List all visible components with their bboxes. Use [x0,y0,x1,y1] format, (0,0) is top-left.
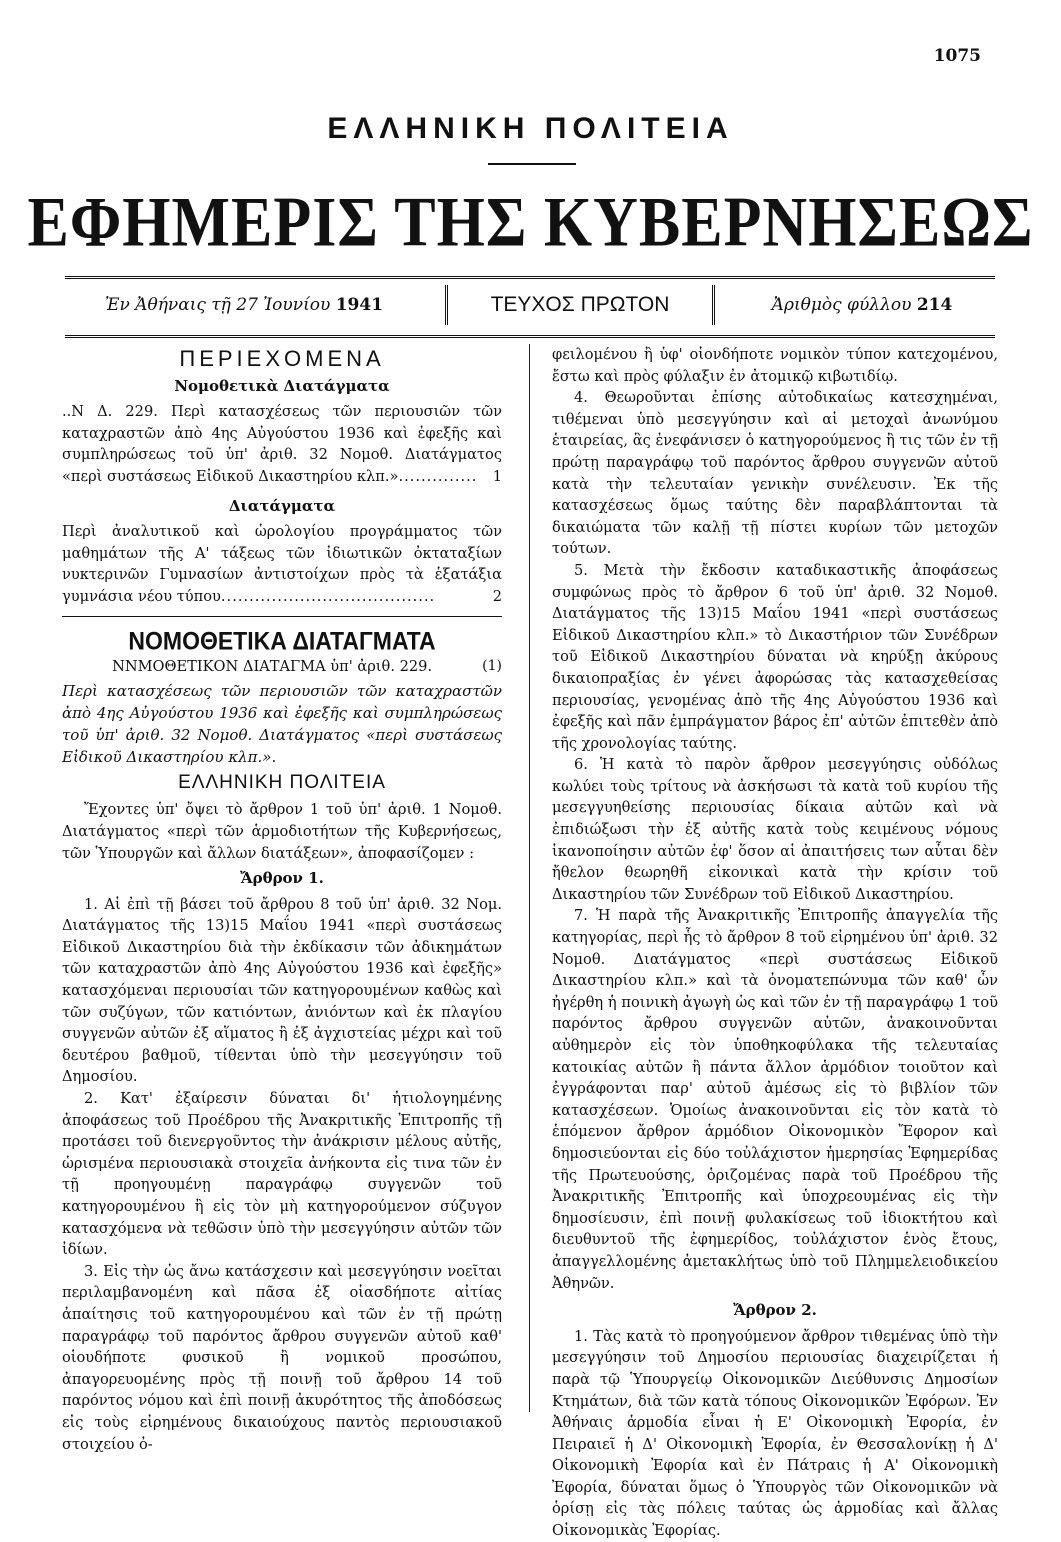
contents-title: ΠΕΡΙΕΧΟΜΕΝΑ [179,346,385,371]
article-heading: Ἄρθρον 1. [240,869,324,888]
decree-number-line [62,656,502,678]
contents-section-decrees: Διατάγματα [228,496,336,515]
decree-subject: Περὶ κατασχέσεως τῶν περιουσιῶν τῶν καταχραστῶν ἀπὸ 4ης Αὐγούστου 1936 καὶ ἐφεξῆς καὶ συμπληρώσεως τοῦ ὑπ' ἀριθ. 32 Νομοθ. Διατάγματος «περὶ συστάσεως Εἰδικοῦ Δικαστηρίου κλπ.». [62,681,502,766]
masthead-title: ΕΦΗΜΕΡΙΣ ΤΗΣ ΚΥΒΕΡΝΗΣΕΩΣ [27,183,1034,262]
section-title: ΝΟΜΟΘΕΤΙΚΑ ΔΙΑΤΑΓΜΑΤΑ [128,626,436,655]
dateline-sheet-label: Ἀριθμὸς φύλλου [771,295,912,315]
contents-entry-text: Περὶ ἀναλυτικοῦ καὶ ὡρολογίου προγράμματος τῶν μαθημάτων τῆς Α' τάξεως τῶν ἰδιωτικῶν ὀκταταξίων νυκτερινῶν Γυμνασίων ἀντιστοίχων πρὸς τὰ ἑξατάξια γυμνάσια νέου τύπου [62,523,502,605]
contents-section-legislative: Νομοθετικὰ Διατάγματα [174,376,390,395]
contents-entry [62,401,502,487]
footnote-mark: (1) [482,658,502,675]
dateline-sheet [729,295,995,315]
contents-entry [62,521,502,607]
dateline-date [65,295,423,315]
dateline-date-text: Ἐν Ἀθήναις τῇ 27 Ἰουνίου [104,295,331,315]
article-paragraph: φειλομένου ἢ ὑφ' οἱονδήποτε νομικὸν τύπον κατεχομένου, ἔστω καὶ πρὸς φύλαξιν ἐν ἀτομικῷ κιβωτιδίῳ. [552,346,998,385]
article-paragraph: 5. Μετὰ τὴν ἔκδοσιν καταδικαστικῆς ἀποφάσεως συμφώνως πρὸς τὸ ἄρθρον 6 τοῦ ὑπ' ἀριθ. 32 Νομοθ. Διατάγματος τῆς 13)15 Μαΐου 1941 «περὶ συστάσεως Εἰδικοῦ Δικαστηρίου κλπ.» τὸ Δικαστήριον τῶν Συνέδρων τοῦ Εἰδικοῦ Δικαστηρίου δύναται νὰ κηρύξῃ ἀκύρους δικαιοπραξίας ἐν γένει ἀφορώσας τὰς κατασχεθείσας περιουσίας, γενομένας ἀπὸ τῆς 4ης Αὐγούστου 1936 καὶ ἐφεξῆς καὶ πᾶν ἐμπράγματον βάρος ἐπ' αὐτῶν ἐπιτεθὲν ἀπὸ τῆς χρονολογίας ταύτης. [552,561,998,752]
article-paragraph: 1. Αἱ ἐπὶ τῇ βάσει τοῦ ἄρθρου 8 τοῦ ὑπ' ἀριθ. 32 Νομ. Διατάγματος τῆς 13)15 Μαΐου 1941 «περὶ συστάσεως Εἰδικοῦ Δικαστηρίου διὰ τὴν ἐκδίκασιν τῶν ἀδικημάτων τῶν καταχραστῶν ἀπὸ 4ης Αὐγούστου 1936 καὶ ἐφεξῆς» κατασχόμεναι περιουσίαι τῶν κατηγορουμένων καθὼς καὶ τῶν συζύγων, τῶν κατιόντων, ἀνιόντων καὶ ἐκ πλαγίου συγγενῶν αὐτῶν ἐξ αἵματος ἢ ἐξ ἀγχιστείας μέχρι καὶ τοῦ δευτέρου βαθμοῦ, τίθενται ὑπὸ τὴν μεσεγγύησιν τοῦ Δημοσίου. [62,895,502,1086]
article-paragraph: 4. Θεωροῦνται ἐπίσης αὐτοδικαίως κατεσχημέναι, τιθέμεναι ὑπὸ μεσεγγύησιν καὶ αἱ μετοχαὶ ἀνωνύμου ἑταιρείας, ἃς ἐνεφάνισεν ὁ κατηγορούμενος ἢ τις τῶν ἐν τῇ πρώτῃ παραγράφῳ τοῦ παρόντος ἄρθρου συγγενῶν αὐτοῦ κατὰ τὴν τελευταίαν γενικὴν συνέλευσιν. Ἐκ τῆς κατασχέσεως ὅμως ταύτης δὲν παραβλάπτονται τὰ δικαιώματα τῶν καλῇ τῇ πίστει κυρίων τῶν μετοχῶν τούτων. [552,389,998,558]
contents-rule [62,616,502,617]
article-paragraph: 7. Ἡ παρὰ τῆς Ἀνακριτικῆς Ἐπιτροπῆς ἀπαγγελία τῆς κατηγορίας, περὶ ἧς τὸ ἄρθρον 8 τοῦ εἰρημένου ὑπ' ἀριθ. 32 Νομοθ. Διατάγματος «περὶ συστάσεως Εἰδικοῦ Δικαστηρίου κλπ.» καὶ τὰ ὀνοματεπώνυμα τῶν καθ' ὧν ἠγέρθη ἡ ποινικὴ ἀγωγὴ ὡς καὶ τῶν ἐν τῇ παραγράφῳ 1 τοῦ παρόντος ἄρθρου συγγενῶν αὐτῶν, ἀνακοινοῦνται αὐθημερὸν εἰς τὸν ὑποθηκοφύλακα τῆς τελευταίας κατοικίας αὐτῶν ἢ πάντα ἄλλον ἁρμόδιον τοιοῦτον καὶ ἐγγράφονται παρ' αὐτοῦ ἀμέσως εἰς τὸ βιβλίον τῶν κατασχέσεων. Ὁμοίως ἀνακοινοῦνται εἰς τὸν κατὰ τὸ ἑπόμενον ἄρθρον ἁρμόδιον Οἰκονομικὸν Ἔφορον καὶ δημοσιεύονται εἰς δύο τοὐλάχιστον ἡμερησίας Ἐφημερίδας τῆς Πρωτευούσης, ὁριζομένας παρὰ τοῦ Προέδρου τῆς Ἀνακριτικῆς Ἐπιτροπῆς καὶ ὑποχρεουμένας εἰς τὴν δημοσίευσιν, ἐπὶ ποινῇ φυλακίσεως τοῦ ἰδιοκτήτου καὶ διευθυντοῦ τῆς ἐφημερίδος, τοὐλάχιστον ἑνὸς ἔτους, ἀπαγγελλομένης ἀμετακλήτως ὑπὸ τοῦ Πλημμελειοδικείου Ἀθηνῶν. [552,907,998,1292]
right-column [552,344,998,1542]
decree-number: ΝΝΜΟΘΕΤΙΚΟΝ ΔΙΑΤΑΓΜΑ ὑπ' ἀριθ. 229. [112,658,433,676]
dateline-issue: ΤΕΥΧΟΣ ΠΡΩΤΟΝ [445,285,715,325]
dateline [65,276,995,338]
contents-entry-text: ..Ν Δ. 229. Περὶ κατασχέσεως τῶν περιουσιῶν τῶν καταχραστῶν ἀπὸ 4ης Αὐγούστου 1936 καὶ ἐφεξῆς καὶ συμπληρώσεως τοῦ ὑπ' ἀριθ. 32 Νομοθ. Διατάγματος «περὶ συστάσεως Εἰδικοῦ Δικαστηρίου κλπ.» [62,403,502,485]
left-column [62,344,502,1455]
article-paragraph: 1. Τὰς κατὰ τὸ προηγούμενον ἄρθρον τιθεμένας ὑπὸ τὴν μεσεγγύησιν τοῦ Δημοσίου περιουσίας διαχειρίζεται ἡ παρὰ τῷ Ὑπουργείῳ Οἰκονομικῶν Διεύθυνσις Δημοσίων Κτημάτων, διὰ τῶν κατὰ τόπους Οἰκονομικῶν Ἐφόρων. Ἐν Ἀθήναις ἁρμοδία εἶναι ἡ Ε' Οἰκονομικὴ Ἐφορία, ἐν Πειραιεῖ ἡ Δ' Οἰκονομικὴ Ἐφορία, ἐν Θεσσαλονίκῃ ἡ Δ' Οἰκονομικὴ Ἐφορία καὶ ἐν Πάτραις ἡ Α' Οἰκονομικὴ Ἐφορία, δύναται ὅμως ὁ Ὑπουργὸς τῶν Οἰκονομικῶν νὰ ὁρίσῃ εἰς τὰς πόλεις ταύτας ὡς ἁρμοδίας καὶ ἄλλας Οἰκονομικὰς Ἐφορίας. [552,1327,998,1540]
masthead-rule [488,163,576,165]
column-divider [529,344,530,1412]
contents-entry-page: 1 [492,467,502,485]
article-heading: Ἄρθρον 2. [733,1301,817,1320]
article-paragraph: 2. Κατ' ἐξαίρεσιν δύναται δι' ἠτιολογημένης ἀποφάσεως τοῦ Προέδρου τῆς Ἀνακριτικῆς Ἐπιτροπῆς τῇ προτάσει τοῦ διενεργοῦντος τὴν ἀνάκρισιν μέλους αὐτῆς, ὡρισμένα περιουσιακὰ στοιχεῖα ἀνήκοντα εἰς τινα τῶν ἐν τῇ προηγουμένῃ παραγράφῳ συγγενῶν τοῦ κατηγορουμένου ἢ εἰς τὸν μὴ κατηγορούμενον σύζυγον κατασχόμενα νὰ τεθῶσιν ὑπὸ τὴν μεσεγγύησιν αὐτῶν τῶν ἰδίων. [62,1090,502,1259]
contents-entry-page: 2 [492,587,502,605]
masthead-state: ΕΛΛΗΝΙΚΗ ΠΟΛΙΤΕΙΑ [327,112,734,145]
state-heading: ΕΛΛΗΝΙΚΗ ΠΟΛΙΤΕΙΑ [178,771,386,793]
leader-dots: ...................................... [220,587,436,605]
article-paragraph: 6. Ἡ κατὰ τὸ παρὸν ἄρθρον μεσεγγύησις οὐδόλως κωλύει τοὺς τρίτους νὰ ἀσκήσωσι τὰ κατὰ τοῦ κυρίου τῆς μεσεγγυηθείσης περιουσίας δίκαια αὐτῶν καὶ νὰ ἐπιδιώξωσι τὴν ἐξ αὐτῆς κατὰ τοὺς κειμένους νόμους ἱκανοποίησιν αὐτῶν ἐφ' ὅσον αἱ ἀπαιτήσεις των αὗται δὲν ἤθελον θεωρηθῆ εἰκονικαὶ κατὰ τὴν κρίσιν τοῦ Δικαστηρίου τῶν Συνέδρων τοῦ Εἰδικοῦ Δικαστηρίου. [552,756,998,903]
article-paragraph: 3. Εἰς τὴν ὡς ἄνω κατάσχεσιν καὶ μεσεγγύησιν νοεῖται περιλαμβανομένη καὶ πᾶσα ἐξ οἱασδήποτε αἰτίας ἀπαίτησις τοῦ κατηγορουμένου καὶ τῶν ἐν τῇ πρώτῃ παραγράφῳ τοῦ παρόντος ἄρθρου συγγενῶν αὐτοῦ καθ' οἱουδήποτε φυσικοῦ ἢ νομικοῦ προσώπου, ἀπαγορευομένης πρὸς τῇ ποινῇ τοῦ ἄρθρου 14 τοῦ παρόντος νόμου καὶ ἐπὶ ποινῇ ἀκυρότητος τῆς ἀποδόσεως εἰς τοὺς εἰρημένους δικαιούχους παντὸς περιουσιακοῦ στοιχείου ὀ- [62,1262,502,1453]
dateline-sheet-number: 214 [916,295,953,315]
preamble: Ἔχοντες ὑπ' ὄψει τὸ ἄρθρον 1 τοῦ ὑπ' ἀριθ. 1 Νομοθ. Διατάγματος «περὶ τῶν ἁρμοδιοτήτων τῆς Κυβερνήσεως, τῶν Ὑπουργῶν καὶ ἄλλων διατάξεων», ἀποφασίζομεν : [62,801,502,862]
leader-dots: .............. [398,467,478,485]
dateline-year: 1941 [335,295,384,315]
page-number: 1075 [933,46,981,66]
